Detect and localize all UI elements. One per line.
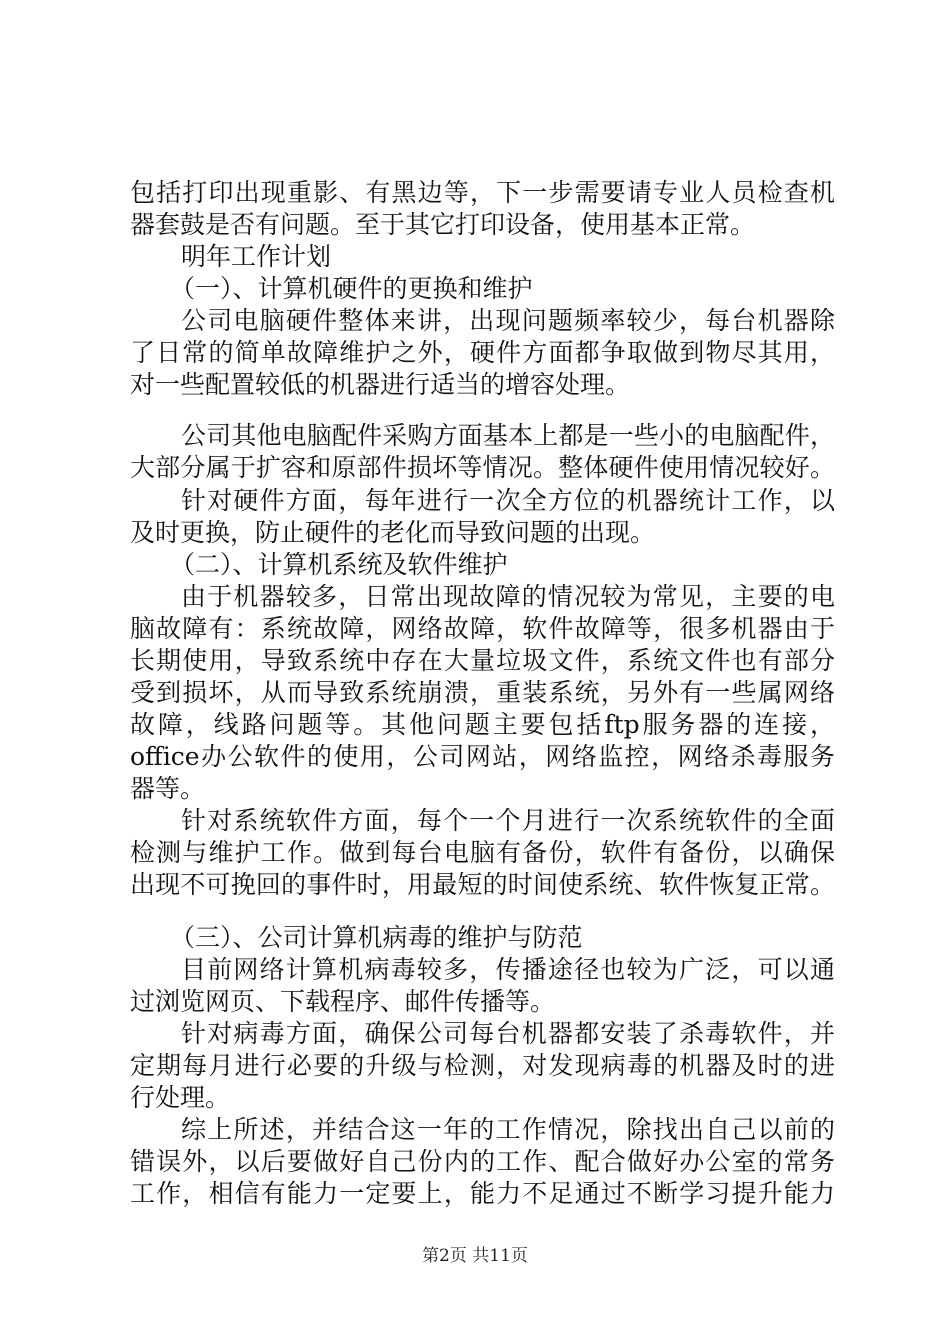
body-line: 针对系统软件方面，每个一个月进行一次系统软件的全面 [181, 806, 835, 835]
body-line: 公司其他电脑配件采购方面基本上都是一些小的电脑配件， [181, 421, 835, 450]
section-title: 明年工作计划 [181, 242, 332, 271]
body-line: 对一些配置较低的机器进行适当的增容处理。 [130, 370, 631, 399]
body-line: 过浏览网页、下载程序、邮件传播等。 [130, 987, 556, 1016]
body-line: 器套鼓是否有问题。至于其它打印设备，使用基本正常。 [130, 210, 756, 239]
body-line: 大部分属于扩容和原部件损坏等情况。整体硬件使用情况较好。 [130, 453, 835, 482]
subsection-heading: （三）、公司计算机病毒的维护与防范 [170, 923, 583, 952]
body-line: 行处理。 [130, 1083, 231, 1112]
body-line: 目前网络计算机病毒较多，传播途径也较为广泛，可以通 [181, 955, 835, 984]
body-line: 公司电脑硬件整体来讲，出现问题频率较少，每台机器除 [181, 306, 835, 335]
body-line: 检测与维护工作。做到每台电脑有备份，软件有备份，以确保 [130, 838, 835, 867]
body-line: office办公软件的使用，公司网站，网络监控，网络杀毒服务 [130, 742, 835, 771]
body-line: 综上所述，并结合这一年的工作情况，除找出自己以前的 [181, 1115, 835, 1144]
body-line: 及时更换，防止硬件的老化而导致问题的出现。 [130, 518, 656, 547]
body-line: 工作，相信有能力一定要上，能力不足通过不断学习提升能力 [130, 1179, 835, 1208]
body-line: 定期每月进行必要的升级与检测，对发现病毒的机器及时的进 [130, 1051, 835, 1080]
body-line: 了日常的简单故障维护之外，硬件方面都争取做到物尽其用， [130, 338, 835, 367]
body-line: 长期使用，导致系统中存在大量垃圾文件，系统文件也有部分 [130, 646, 835, 675]
page-footer: 第2页 共11页 [422, 1246, 528, 1266]
body-line: 受到损坏，从而导致系统崩溃，重装系统，另外有一些属网络 [130, 678, 835, 707]
body-line: 出现不可挽回的事件时，用最短的时间使系统、软件恢复正常。 [130, 870, 835, 899]
body-line: 包括打印出现重影、有黑边等，下一步需要请专业人员检查机 [130, 178, 835, 207]
subsection-heading: （二）、计算机系统及软件维护 [170, 550, 508, 579]
body-line: 脑故障有：系统故障，网络故障，软件故障等，很多机器由于 [130, 614, 835, 643]
subsection-heading: （一）、计算机硬件的更换和维护 [170, 274, 533, 303]
body-line: 由于机器较多，日常出现故障的情况较为常见，主要的电 [181, 582, 835, 611]
body-line: 错误外，以后要做好自己份内的工作、配合做好办公室的常务 [130, 1147, 835, 1176]
body-line: 器等。 [130, 774, 206, 803]
body-line: 故障，线路问题等。其他问题主要包括ftp服务器的连接， [130, 710, 835, 739]
body-line: 针对硬件方面，每年进行一次全方位的机器统计工作，以 [181, 486, 835, 515]
body-line: 针对病毒方面，确保公司每台机器都安装了杀毒软件，并 [181, 1019, 835, 1048]
